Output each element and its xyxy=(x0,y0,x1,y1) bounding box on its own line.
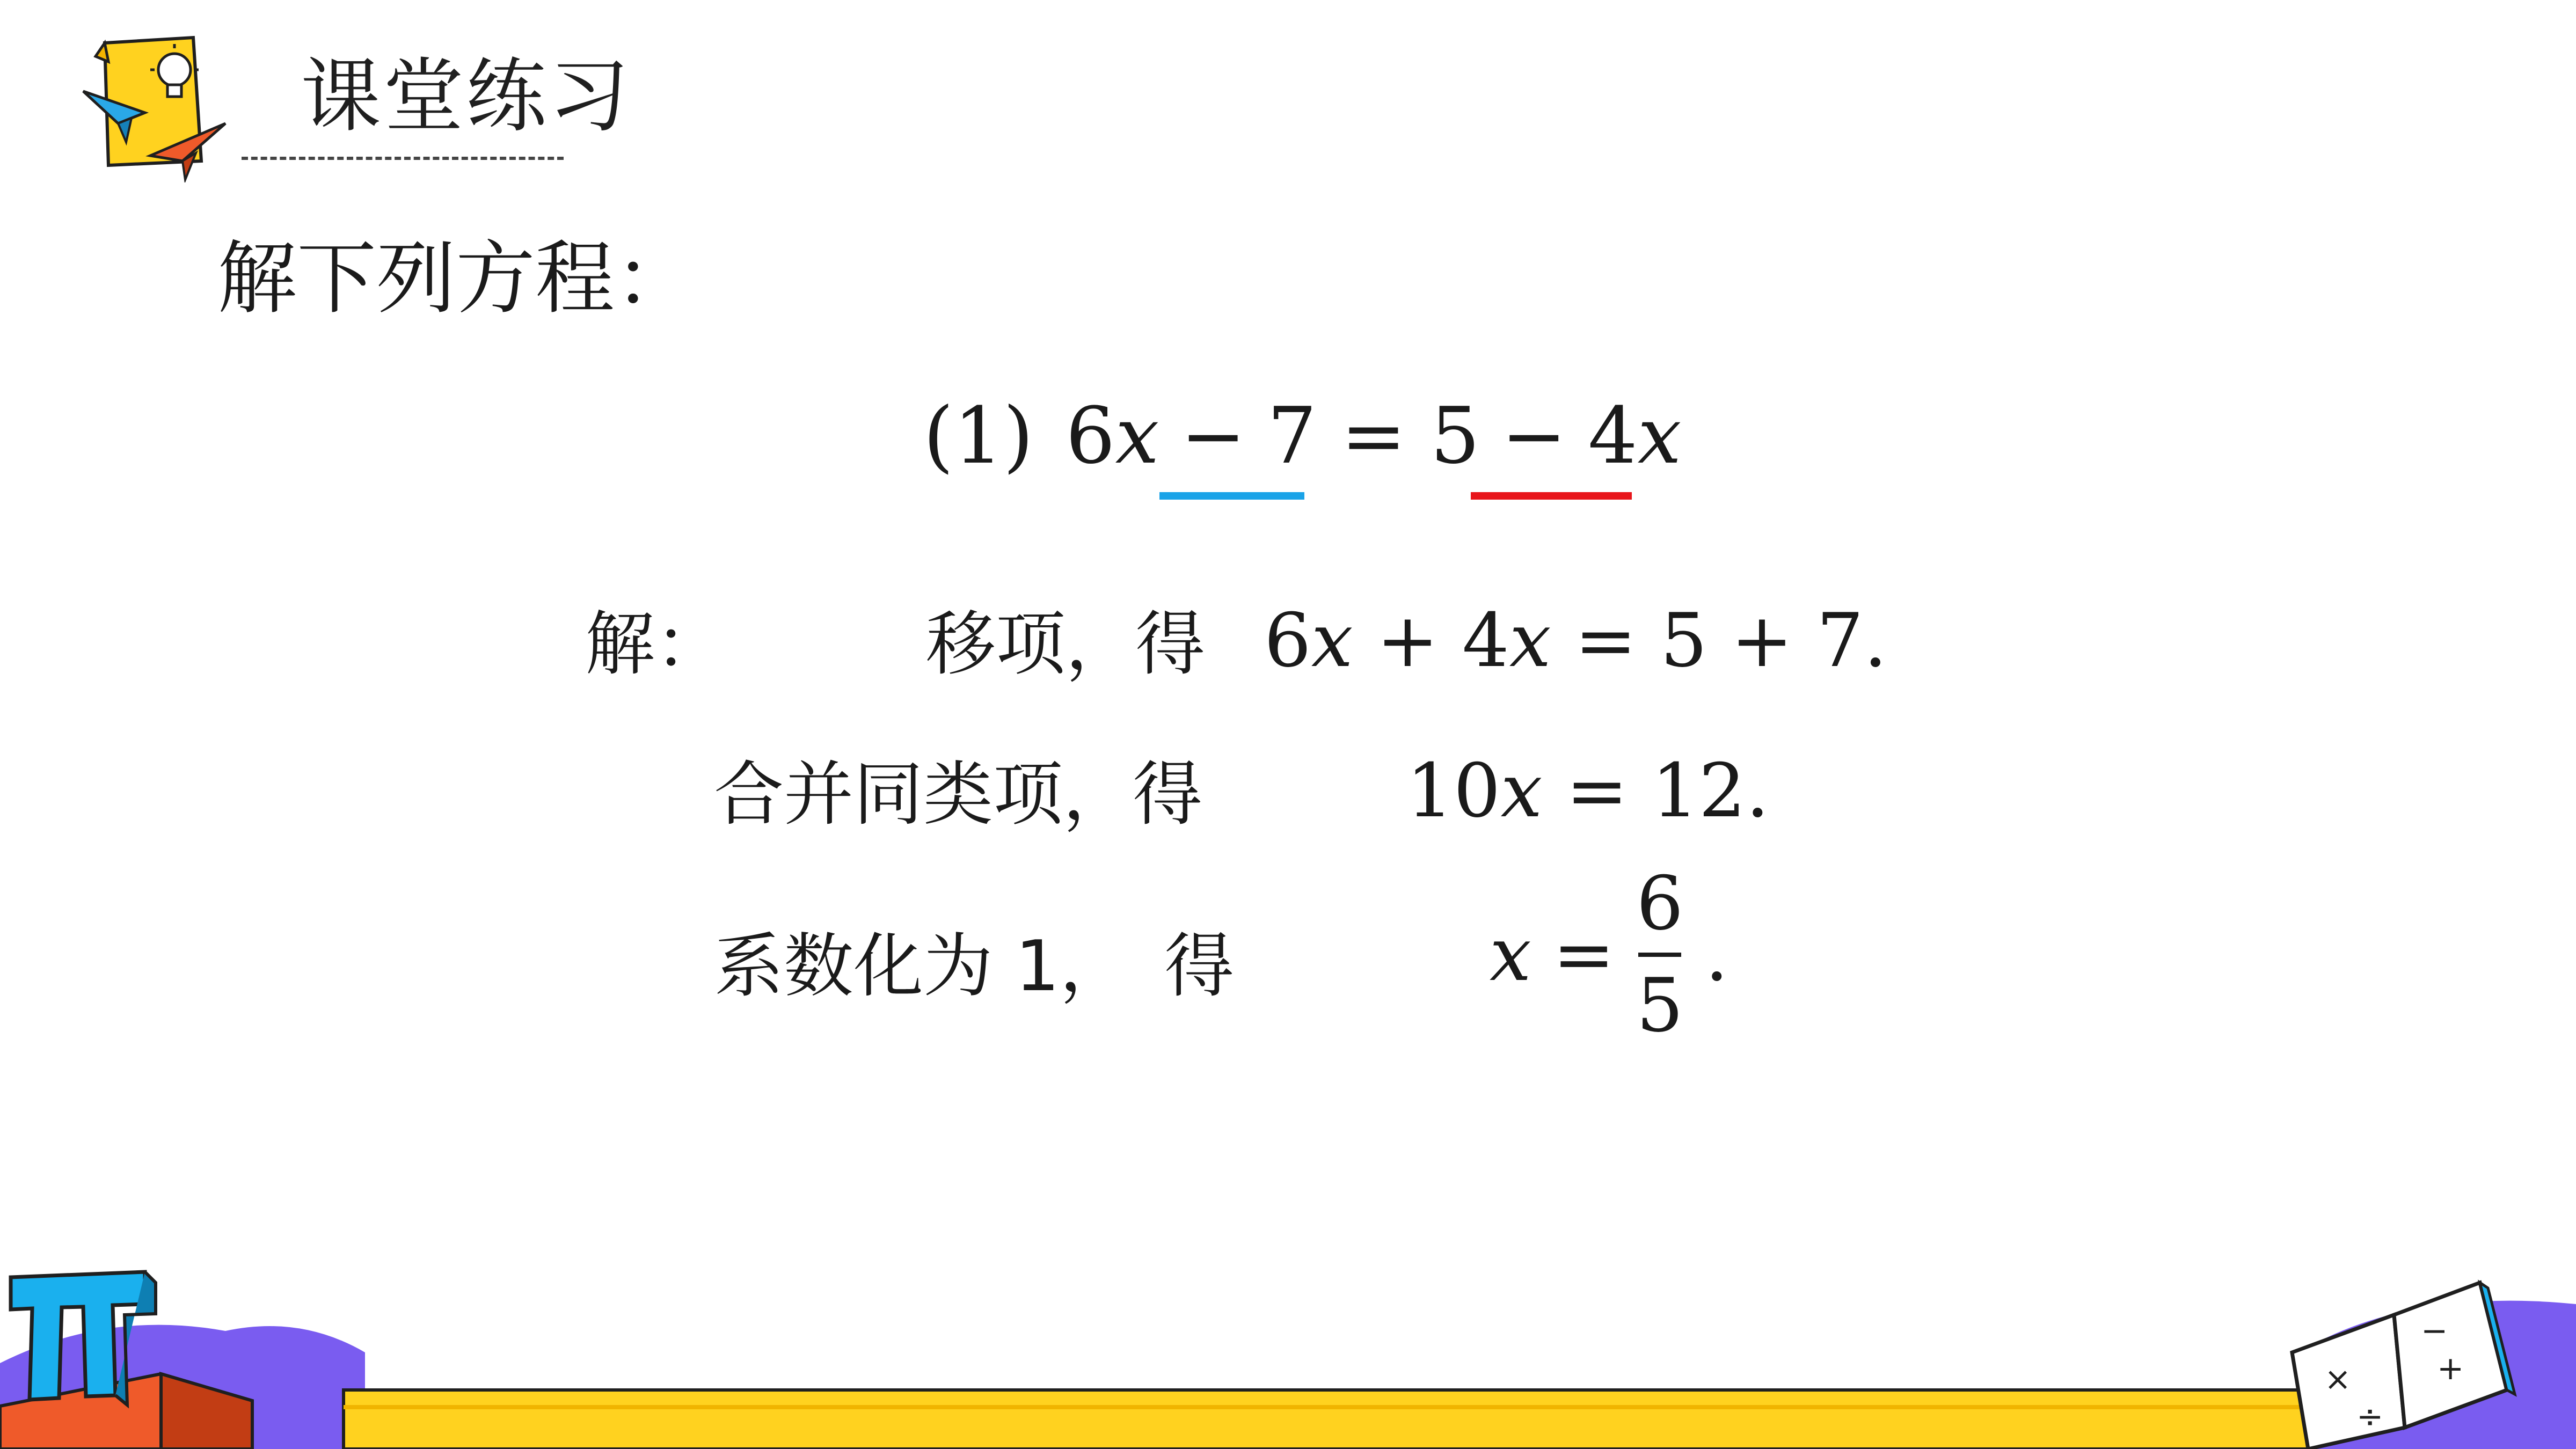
problem-equation xyxy=(923,391,1682,481)
rhs-operator: − xyxy=(1501,391,1567,481)
step-3-period: . xyxy=(1705,911,1729,998)
open-book-icon xyxy=(2276,1267,2534,1449)
step-3-expression xyxy=(1490,860,1729,1049)
svg-text:×: × xyxy=(2324,1360,2352,1398)
rhs-variable: x xyxy=(1637,391,1682,481)
step-3-var: x xyxy=(1490,911,1531,998)
step-1-var2: x xyxy=(1509,597,1551,684)
red-underline xyxy=(1471,492,1632,500)
fraction-bar xyxy=(1638,953,1681,957)
blue-underline xyxy=(1159,492,1304,500)
step-2-rhs: = 12. xyxy=(1542,748,1770,834)
rhs-constant: 5 xyxy=(1430,391,1480,481)
step-2-coef: 10 xyxy=(1406,748,1501,834)
step-1-coef: 6 xyxy=(1264,597,1311,684)
step-2-var: x xyxy=(1500,748,1543,834)
lhs-operator: − xyxy=(1180,391,1246,481)
step-1-mid: + 4 xyxy=(1353,597,1509,684)
lhs-constant: 7 xyxy=(1267,391,1317,481)
step-1-expression xyxy=(1264,597,1887,684)
step-2-expression xyxy=(1406,748,1770,834)
lhs-coefficient: 6 xyxy=(1066,391,1115,481)
lhs-variable: x xyxy=(1115,391,1159,481)
rhs-coefficient: 4 xyxy=(1588,391,1638,481)
step-1-rhs: = 5 + 7. xyxy=(1551,597,1887,684)
rhs-moved-term xyxy=(1501,391,1682,481)
page-title: 课堂练习 xyxy=(301,50,632,143)
step-1-var: x xyxy=(1311,597,1353,684)
problem-label: (1) xyxy=(923,391,1034,481)
bottom-banner xyxy=(0,1267,2576,1449)
equals-sign: = xyxy=(1341,391,1406,481)
step-2-label: 合并同类项，得 xyxy=(714,753,1203,835)
fraction-numerator: 6 xyxy=(1636,860,1684,947)
svg-text:−: − xyxy=(2421,1312,2448,1350)
lhs-moved-term xyxy=(1180,391,1317,481)
step-1-label: 移项，得 xyxy=(926,603,1206,685)
svg-text:+: + xyxy=(2437,1350,2464,1387)
exercise-prompt: 解下列方程： xyxy=(217,232,694,325)
step-3-equals: = xyxy=(1552,911,1615,998)
pi-symbol-icon xyxy=(0,1267,301,1449)
fraction-denominator: 5 xyxy=(1636,962,1684,1049)
step-3-label: 系数化为 1， 得 xyxy=(714,925,1235,1007)
lightbulb-note-icon xyxy=(81,32,242,182)
svg-text:÷: ÷ xyxy=(2356,1398,2384,1436)
fraction xyxy=(1636,860,1684,1049)
title-divider xyxy=(242,157,564,160)
solution-label: 解： xyxy=(585,603,725,685)
